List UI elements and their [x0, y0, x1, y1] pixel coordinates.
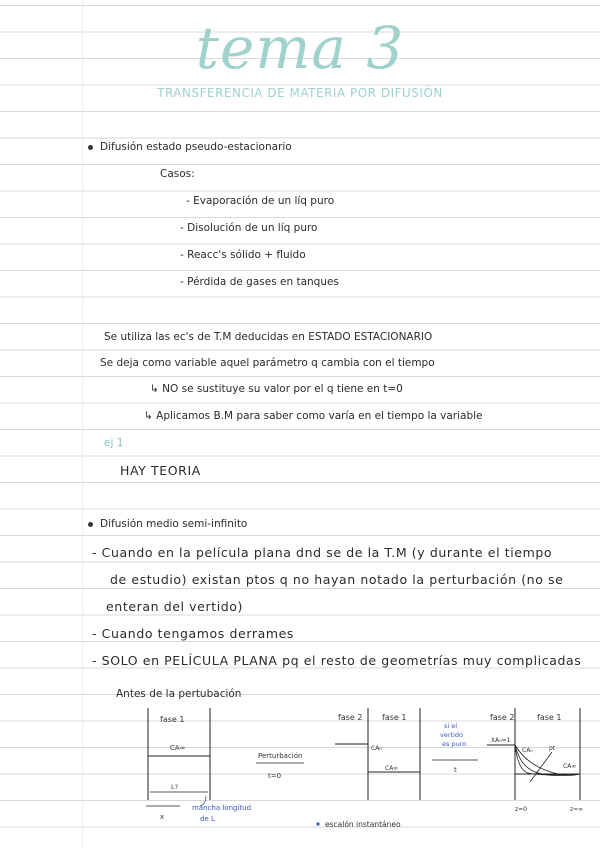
section1-heading — [88, 141, 292, 153]
arrow-note — [150, 383, 403, 395]
mancha-label: de L — [200, 815, 215, 823]
arrow-icon: ↳ — [144, 410, 157, 422]
section2-heading-text: Difusión medio semi-infinito — [100, 518, 248, 530]
example-label: ej 1 — [104, 437, 124, 449]
diagram-caption: Antes de la pertubación — [116, 688, 242, 700]
ca0-label: CA₀ — [522, 747, 533, 754]
perturbacion-label: Perturbación — [258, 752, 303, 760]
bullet — [316, 822, 319, 825]
vertido-note: si el — [444, 722, 458, 730]
section2-line: - Cuando en la película plana dnd se de la T.M (y durante el tiempo — [92, 545, 553, 560]
vertido-note: vertido — [440, 731, 463, 739]
mancha-label: mancha longitud — [192, 804, 252, 812]
arrow-note — [144, 410, 483, 422]
fase-label: fase 1 — [160, 715, 185, 724]
arrow-icon: ↳ — [150, 383, 163, 395]
ca-inf-label: CA∞ — [385, 765, 399, 772]
z0-label: z=0 — [515, 806, 527, 813]
arrow-note-text: Aplicamos B.M para saber como varía en el tiempo la variable — [156, 410, 483, 422]
note-line: Se utiliza las ec's de T.M deducidas en ESTADO ESTACIONARIO — [104, 331, 433, 343]
ca0-label: CA₀ — [371, 745, 382, 752]
xa-label: XA₀=1 — [491, 737, 511, 744]
case-item: - Evaporación de un líq puro — [186, 195, 335, 207]
case-item: - Disolución de un líq puro — [180, 222, 318, 234]
vertido-note: es puro — [442, 740, 467, 748]
section2-line: - SOLO en PELÍCULA PLANA pq el resto de geometrías muy complicadas — [92, 653, 582, 668]
ca-inf-label: CA∞ — [170, 744, 186, 752]
escalon-label: escalón instantáneo — [325, 820, 401, 829]
x-label: x — [160, 813, 165, 821]
l-label: L? — [171, 783, 179, 791]
t-label: t — [454, 766, 457, 774]
zinf-label: z=∞ — [570, 806, 584, 813]
page-subtitle: TRANSFERENCIA DE MATERIA POR DIFUSIÓN — [157, 86, 443, 100]
t0-label: t=0 — [268, 772, 282, 780]
diffusion-diagram — [0, 700, 600, 848]
bullet — [88, 145, 93, 150]
arrow-note-text: NO se sustituye su valor por el q tiene en t=0 — [162, 383, 403, 395]
fase-label: fase 2 — [490, 713, 515, 722]
fase-label: fase 1 — [537, 713, 562, 722]
ca-inf-label: CA∞ — [563, 763, 577, 770]
section2-line: - Cuando tengamos derrames — [92, 626, 295, 641]
pt-label: pt — [549, 745, 556, 752]
fase-label: fase 2 — [338, 713, 363, 722]
case-item: - Pérdida de gases en tanques — [180, 276, 339, 288]
section2-line: enteran del vertido) — [106, 599, 244, 614]
fase-label: fase 1 — [382, 713, 407, 722]
section2-heading — [88, 518, 247, 530]
time-arrow — [530, 752, 552, 782]
page-title: tema 3 — [195, 14, 405, 82]
section1-heading-text: Difusión estado pseudo-estacionario — [100, 141, 292, 153]
bullet — [88, 522, 93, 527]
theory-label: HAY TEORIA — [120, 463, 201, 478]
section2-line: de estudio) existan ptos q no hayan notado la perturbación (no se — [110, 572, 564, 587]
cases-label: Casos: — [160, 168, 195, 180]
case-item: - Reacc's sólido + fluido — [180, 249, 306, 261]
note-line: Se deja como variable aquel parámetro q cambia con el tiempo — [100, 357, 435, 369]
